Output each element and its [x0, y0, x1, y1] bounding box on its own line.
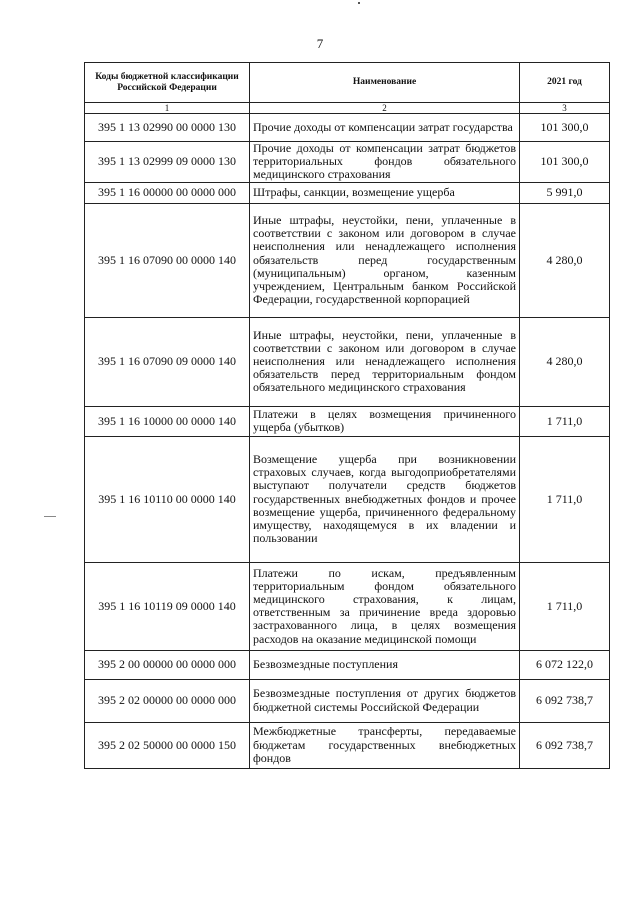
amount: 4 280,0	[520, 203, 610, 317]
budget-table	[84, 62, 610, 769]
amount: 1 711,0	[520, 406, 610, 436]
column-number: 3	[520, 103, 610, 114]
amount: 1 711,0	[520, 436, 610, 562]
page-number: 7	[316, 36, 324, 51]
table-row	[85, 722, 610, 768]
item-name: Платежи в целях возмещения причиненного ущерба (убытков)	[250, 406, 520, 436]
header-codes: Коды бюджетной классификации Российской Федерации	[85, 63, 250, 103]
amount: 6 072 122,0	[520, 650, 610, 679]
table-header-row	[85, 63, 610, 103]
item-name: Иные штрафы, неустойки, пени, уплаченные в соответствии с законом или договором в случае неисполнения или ненадлежащего исполнения обязательств перед территориальным фондом обязательного медицинского страхования	[250, 317, 520, 406]
item-name: Платежи по искам, предъявленным территориальным фондом обязательного медицинского страхования, к лицам, ответственным за причинение вреда здоровью застрахованного лица, в целях возмещения расходов на оказание медицинской помощи	[250, 562, 520, 650]
table-row	[85, 436, 610, 562]
amount: 6 092 738,7	[520, 679, 610, 722]
budget-code: 395 2 00 00000 00 0000 000	[85, 650, 250, 679]
item-name: Прочие доходы от компенсации затрат государства	[250, 114, 520, 142]
budget-code: 395 2 02 50000 00 0000 150	[85, 722, 250, 768]
budget-code: 395 1 13 02999 09 0000 130	[85, 142, 250, 183]
column-number-row	[85, 103, 610, 114]
scan-speck	[358, 2, 360, 4]
budget-code: 395 1 16 10000 00 0000 140	[85, 406, 250, 436]
amount: 6 092 738,7	[520, 722, 610, 768]
amount: 101 300,0	[520, 114, 610, 142]
table-row	[85, 114, 610, 142]
table-row	[85, 182, 610, 203]
table-row	[85, 406, 610, 436]
header-name: Наименование	[250, 63, 520, 103]
table-row	[85, 650, 610, 679]
amount: 5 991,0	[520, 182, 610, 203]
amount: 1 711,0	[520, 562, 610, 650]
budget-code: 395 1 16 10110 00 0000 140	[85, 436, 250, 562]
budget-code: 395 1 16 07090 00 0000 140	[85, 203, 250, 317]
table-row	[85, 317, 610, 406]
table-row	[85, 679, 610, 722]
budget-code: 395 2 02 00000 00 0000 000	[85, 679, 250, 722]
item-name: Безвозмездные поступления от других бюджетов бюджетной системы Российской Федерации	[250, 679, 520, 722]
table-row	[85, 203, 610, 317]
table-row	[85, 562, 610, 650]
item-name: Иные штрафы, неустойки, пени, уплаченные в соответствии с законом или договором в случае неисполнения или ненадлежащего исполнения обязательств перед государственным (муниципальным) органом, казенным учреждением, Центральным банком Российской Федерации, государственной корпорацией	[250, 203, 520, 317]
item-name: Прочие доходы от компенсации затрат бюджетов территориальных фондов обязательного медицинского страхования	[250, 142, 520, 183]
budget-code: 395 1 16 10119 09 0000 140	[85, 562, 250, 650]
column-number: 1	[85, 103, 250, 114]
margin-mark	[44, 516, 56, 517]
budget-code: 395 1 16 07090 09 0000 140	[85, 317, 250, 406]
header-year: 2021 год	[520, 63, 610, 103]
budget-code: 395 1 13 02990 00 0000 130	[85, 114, 250, 142]
item-name: Возмещение ущерба при возникновении страховых случаев, когда выгодоприобретателями выступают получатели средств бюджетов государственных внебюджетных фондов и прочее возмещение ущерба, причиненного федеральному имуществу, находящемуся в их владении и пользовании	[250, 436, 520, 562]
amount: 4 280,0	[520, 317, 610, 406]
column-number: 2	[250, 103, 520, 114]
amount: 101 300,0	[520, 142, 610, 183]
item-name: Межбюджетные трансферты, передаваемые бюджетам государственных внебюджетных фондов	[250, 722, 520, 768]
item-name: Безвозмездные поступления	[250, 650, 520, 679]
item-name: Штрафы, санкции, возмещение ущерба	[250, 182, 520, 203]
budget-code: 395 1 16 00000 00 0000 000	[85, 182, 250, 203]
table-row	[85, 142, 610, 183]
